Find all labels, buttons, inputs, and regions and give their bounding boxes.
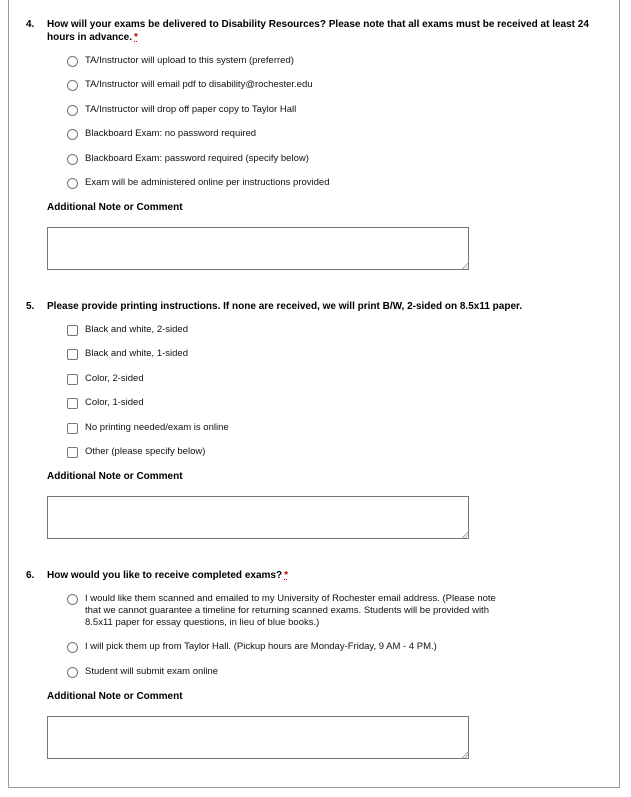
question-number: 6. (26, 570, 35, 581)
checkbox[interactable] (67, 374, 78, 385)
checkbox-option-bw-2-sided[interactable] (67, 324, 188, 338)
option-label[interactable]: Student will submit exam online (85, 666, 219, 677)
option-label[interactable]: No printing needed/exam is online (85, 422, 229, 433)
question-label: How will your exams be delivered to Disability Resources? Please note that all exams must be received at least 24 hours in advance. (47, 19, 589, 43)
radio-option-blackboard-password[interactable] (67, 153, 309, 167)
radio-option-upload[interactable] (67, 55, 294, 69)
radio-option-drop-off[interactable] (67, 104, 296, 118)
option-label[interactable]: TA/Instructor will drop off paper copy to Taylor Hall (85, 104, 297, 115)
checkbox-option-bw-1-sided[interactable] (67, 348, 188, 362)
radio-option-scanned-email[interactable] (67, 593, 503, 633)
radio-button[interactable] (67, 56, 78, 67)
option-label[interactable]: TA/Instructor will email pdf to disability@rochester.edu (85, 79, 313, 90)
radio-button[interactable] (67, 642, 78, 653)
question-number: 4. (26, 19, 35, 30)
option-label[interactable]: Blackboard Exam: password required (specify below) (85, 153, 309, 164)
checkbox-option-other[interactable] (67, 446, 205, 460)
checkbox[interactable] (67, 447, 78, 458)
option-label[interactable]: I would like them scanned and emailed to my University of Rochester email address. (Please note that we cannot guarantee a timeline for returning scanned exams. Students will be provided with 8.5x11 paper for essay questions, in lieu of blue books.) (85, 593, 496, 628)
resize-handle-icon[interactable] (461, 531, 468, 538)
question-text (47, 569, 607, 582)
checkbox[interactable] (67, 349, 78, 360)
resize-handle-icon[interactable] (461, 751, 468, 758)
radio-button[interactable] (67, 105, 78, 116)
checkbox[interactable] (67, 398, 78, 409)
note-field-wrapper (47, 716, 469, 759)
radio-button[interactable] (67, 178, 78, 189)
checkbox-option-color-2-sided[interactable] (67, 373, 144, 387)
radio-button[interactable] (67, 154, 78, 165)
option-label[interactable]: Black and white, 2-sided (85, 324, 188, 335)
radio-button[interactable] (67, 129, 78, 140)
resize-handle-icon[interactable] (461, 262, 468, 269)
note-label: Additional Note or Comment (47, 471, 183, 482)
option-label[interactable]: Blackboard Exam: no password required (85, 128, 257, 139)
note-textarea[interactable] (47, 496, 469, 539)
required-marker: * (134, 32, 138, 43)
question-number: 5. (26, 301, 35, 312)
radio-option-submit-online[interactable] (67, 666, 218, 680)
required-marker: * (284, 570, 288, 581)
note-field-wrapper (47, 496, 469, 539)
radio-option-email[interactable] (67, 79, 313, 93)
option-label[interactable]: Black and white, 1-sided (85, 348, 188, 359)
checkbox-option-no-printing[interactable] (67, 422, 229, 436)
checkbox[interactable] (67, 325, 78, 336)
radio-button[interactable] (67, 594, 78, 605)
radio-option-online[interactable] (67, 177, 329, 191)
radio-option-pickup[interactable] (67, 641, 437, 655)
question-label: How would you like to receive completed exams? (47, 570, 283, 581)
radio-button[interactable] (67, 667, 78, 678)
radio-option-blackboard-no-password[interactable] (67, 128, 256, 142)
note-label: Additional Note or Comment (47, 691, 183, 702)
option-label[interactable]: TA/Instructor will upload to this system (preferred) (85, 55, 294, 66)
question-text (47, 300, 607, 313)
option-label[interactable]: I will pick them up from Taylor Hall. (Pickup hours are Monday-Friday, 9 AM - 4 PM.) (85, 641, 437, 652)
option-label[interactable]: Other (please specify below) (85, 446, 206, 457)
option-label[interactable]: Color, 1-sided (85, 397, 144, 408)
checkbox-option-color-1-sided[interactable] (67, 397, 144, 411)
note-label: Additional Note or Comment (47, 202, 183, 213)
note-field-wrapper (47, 227, 469, 270)
option-label[interactable]: Exam will be administered online per instructions provided (85, 177, 330, 188)
question-label: Please provide printing instructions. If none are received, we will print B/W, 2-sided on 8.5x11 paper. (47, 301, 523, 312)
option-label[interactable]: Color, 2-sided (85, 373, 144, 384)
question-text (47, 18, 607, 44)
checkbox[interactable] (67, 423, 78, 434)
note-textarea[interactable] (47, 227, 469, 270)
radio-button[interactable] (67, 80, 78, 91)
note-textarea[interactable] (47, 716, 469, 759)
